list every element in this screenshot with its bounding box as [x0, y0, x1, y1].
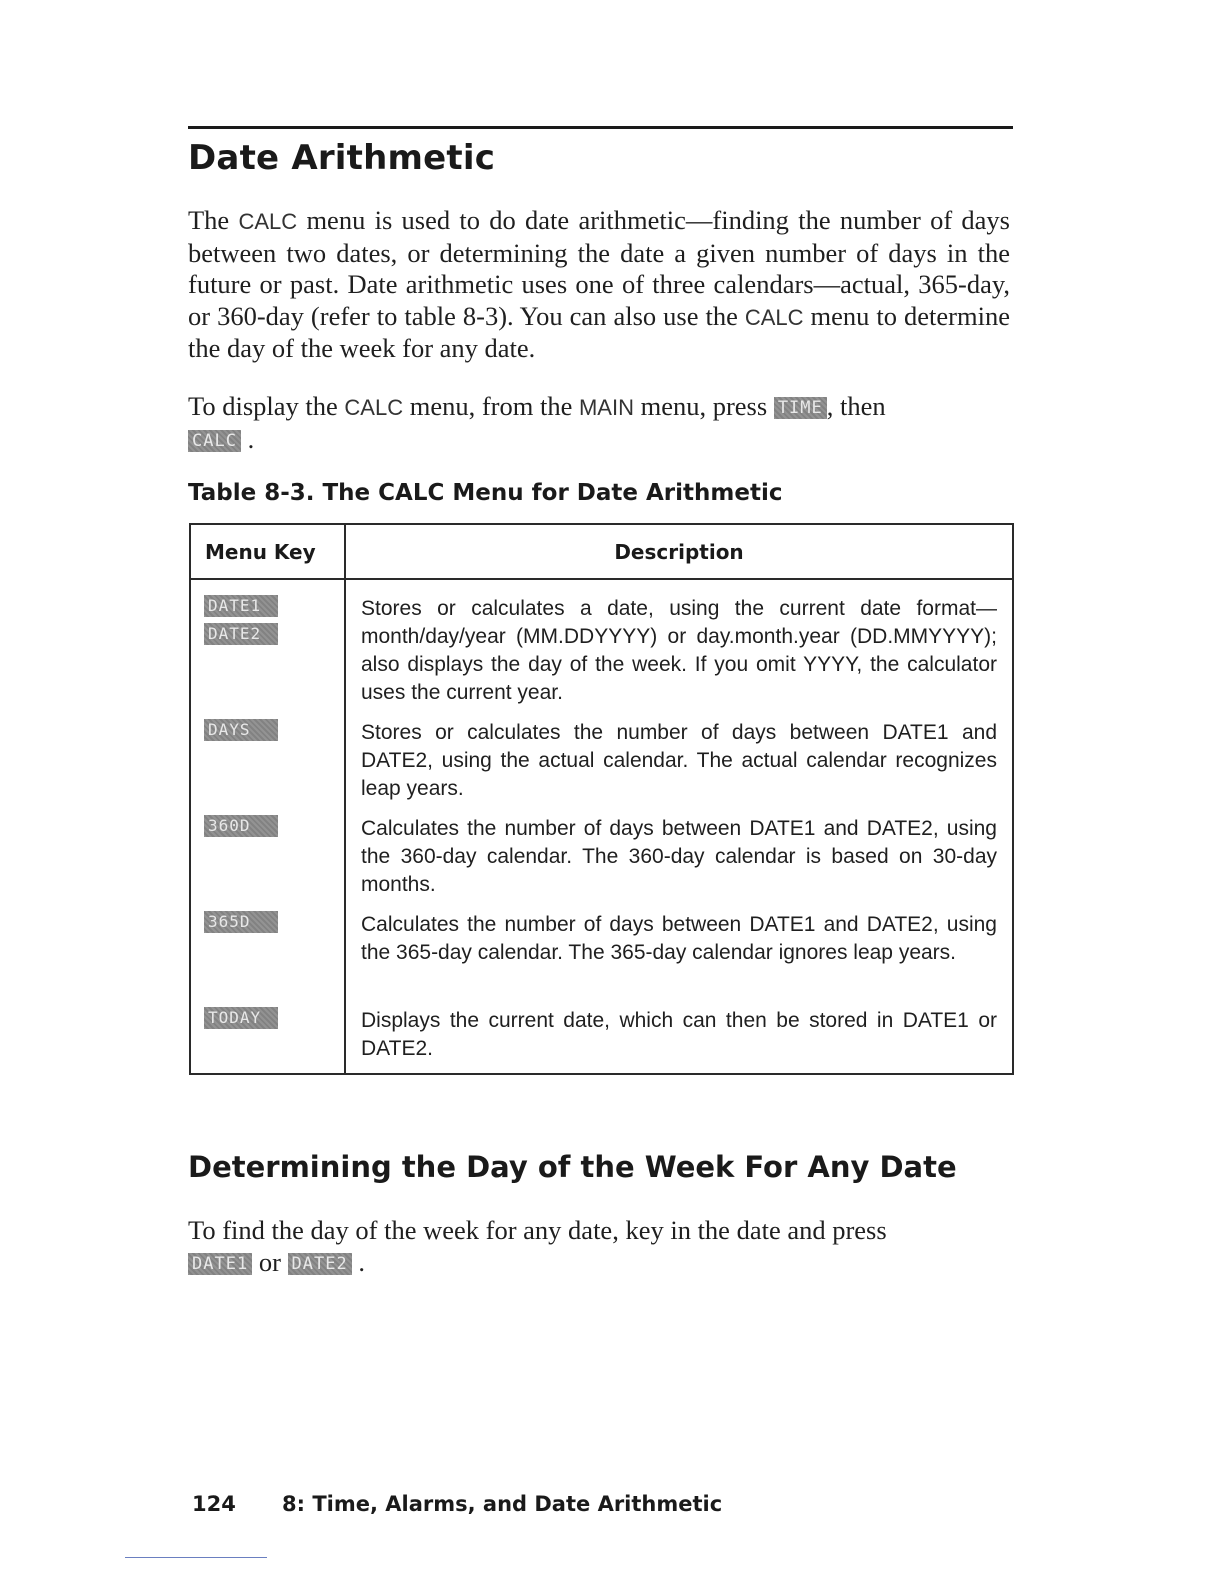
calc-menu-name-3: CALC: [344, 395, 404, 420]
intro-text-3: menu to determine the day of the week for any date.: [188, 300, 1010, 364]
row-keys: [204, 595, 284, 651]
table-caption: Table 8-3. The CALC Menu for Date Arithmetic: [188, 480, 783, 506]
row-keys: [204, 1007, 284, 1035]
calc-menu-name-2: CALC: [744, 304, 804, 330]
day-of-week-paragraph: [188, 1215, 1010, 1278]
section2-text-3: .: [358, 1246, 365, 1277]
section2-text-2: or: [252, 1246, 288, 1277]
header-description: Description: [614, 540, 744, 564]
section-heading: Determining the Day of the Week For Any Date: [188, 1150, 957, 1184]
display-paragraph: [188, 391, 1010, 455]
page-title: Date Arithmetic: [188, 138, 496, 178]
row-keys: [204, 719, 284, 747]
date2-softkey: DATE2: [204, 623, 278, 645]
bottom-rule: [125, 1557, 267, 1558]
top-rule: [188, 126, 1013, 129]
365d-softkey: 365D: [204, 911, 278, 933]
row-keys: [204, 911, 284, 939]
display-text-4: , then: [826, 391, 886, 421]
date1-softkey: DATE1: [204, 595, 278, 617]
date1-softkey-inline: DATE1: [188, 1253, 252, 1275]
calc-menu-table: [189, 523, 1014, 1075]
intro-text-1: The: [188, 205, 239, 235]
today-softkey: TODAY: [204, 1007, 278, 1029]
section2-text-1: To find the day of the week for any date, key in the date and press: [188, 1215, 887, 1245]
intro-text-2: menu is used to do date arithmetic—finding the number of days between two dates, or determining the date a given number of days in the future or past. Date arithmetic uses one of three calendars—actual, 365-day, or 360-day (refer to table 8-3). You can also use the: [188, 205, 1010, 331]
calc-softkey: CALC: [188, 430, 241, 452]
page-number: 124: [192, 1492, 236, 1516]
time-softkey: TIME: [774, 397, 827, 419]
row-description: Calculates the number of days between DATE1 and DATE2, using the 365-day calendar. The 365-day calendar ignores leap years.: [361, 913, 997, 964]
row-keys: [204, 815, 284, 843]
row-description: Displays the current date, which can then be stored in DATE1 or DATE2.: [361, 1009, 997, 1060]
row-description: Calculates the number of days between DATE1 and DATE2, using the 360-day calendar. The 360-day calendar is based on 30-day months.: [361, 817, 997, 896]
chapter-title: 8: Time, Alarms, and Date Arithmetic: [282, 1492, 723, 1516]
table-column-divider: [344, 525, 346, 1073]
display-text-1: To display the: [188, 391, 345, 421]
display-text-5: .: [247, 423, 255, 454]
display-text-3: menu, press: [633, 391, 774, 421]
row-description: Stores or calculates the number of days between DATE1 and DATE2, using the actual calendar. The actual calendar recognizes leap years.: [361, 721, 997, 800]
table-header-divider: [191, 578, 1012, 580]
days-softkey: DAYS: [204, 719, 278, 741]
date2-softkey-inline: DATE2: [288, 1253, 352, 1275]
calc-menu-name: CALC: [238, 209, 298, 234]
360d-softkey: 360D: [204, 815, 278, 837]
intro-paragraph: [188, 205, 1010, 365]
display-text-2: menu, from the: [403, 391, 579, 421]
page-footer: [192, 1492, 722, 1516]
main-menu-name: MAIN: [578, 395, 634, 420]
row-description: Stores or calculates a date, using the current date format—month/day/year (MM.DDYYYY) or day.month.year (DD.MMYYYY); also displays the day of the week. If you omit YYYY, the calculator uses the current year.: [361, 597, 997, 704]
header-menu-key: Menu Key: [205, 540, 316, 564]
